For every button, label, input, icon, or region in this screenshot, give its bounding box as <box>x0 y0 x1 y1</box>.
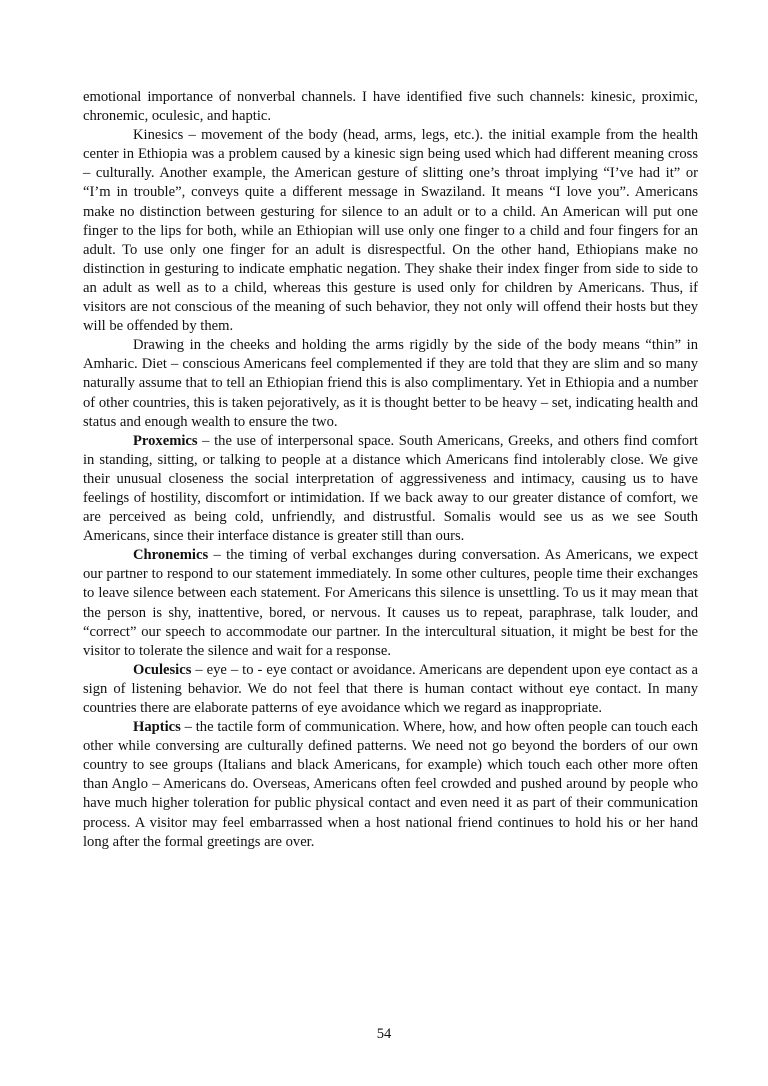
term-oculesics: Oculesics <box>133 661 192 678</box>
paragraph-oculesics: Oculesics – eye – to - eye contact or avoidance. Americans are dependent upon eye contact as a sign of listening behavior. We do not feel that there is human contact without eye contact. In many countries there are elaborate patterns of eye avoidance which we regard as inappropriate. <box>83 661 698 716</box>
paragraph: emotional importance of nonverbal channels. I have identified five such channels: kinesic, proximic, chronemic, oculesic, and haptic. <box>83 89 698 125</box>
paragraph-haptics: Haptics – the tactile form of communication. Where, how, and how often people can touch each other while conversing are culturally defined patterns. We need not go beyond the borders of our own country to see groups (Italians and black Americans, for example) which touch each other more often than Anglo – Americans do. Overseas, Americans often feel crowded and pushed around by people who have much higher toleration for public physical contact and even need it as part of their communication process. A visitor may feel embarrassed when a host national friend continues to hold his or her hand long after the formal greetings are over. <box>83 719 698 850</box>
term-haptics: Haptics <box>133 719 181 736</box>
term-chronemics: Chronemics <box>133 547 209 564</box>
paragraph: Drawing in the cheeks and holding the arms rigidly by the side of the body means “thin” in Amharic. Diet – conscious Americans feel complemented if they are told that they are slim and so many naturally assume that to tell an Ethiopian friend this is also complimentary. Yet in Ethiopia and a number of other countries, this is taken pejoratively, as it is thought better to be heavy – set, indicating health and status and enough wealth to ensure the two. <box>83 337 698 430</box>
page-number: 54 <box>376 1026 392 1042</box>
paragraph: Kinesics – movement of the body (head, arms, legs, etc.). the initial example from the health center in Ethiopia was a problem caused by a kinesic sign being used which had different meaning cross – culturally. Another example, the American gesture of slitting one’s throat implying “I’ve had it” or “I’m in trouble”, conveys quite a different message in Swaziland. It means “I love you”. Americans make no distinction between gesturing for silence to an adult or to a child. An American will put one finger to the lips for both, while an Ethiopian will use only one finger to a child and four fingers for an adult. To use only one finger for an adult is disrespectful. On the other hand, Ethiopians make no distinction in gesturing to indicate emphatic negation. They shake their index finger from side to side to an adult as well as to a child, whereas this gesture is used only for children by Americans. Thus, if visitors are not conscious of the meaning of such behavior, they not only will offend their hosts but they will be offended by them. <box>83 127 698 335</box>
paragraph-proxemics: Proxemics – the use of interpersonal space. South Americans, Greeks, and others find comfort in standing, sitting, or talking to people at a distance which Americans find intolerably close. We give their unusual closeness the social interpretation of aggressiveness and intimacy, causing us to have feelings of hostility, discomfort or intimidation. If we back away to our greater distance of comfort, we are perceived as being cold, unfriendly, and distrustful. Somalis would see us as we see South Americans, since their interface distance is greater still than ours. <box>83 432 698 545</box>
paragraph-chronemics: Chronemics – the timing of verbal exchanges during conversation. As Americans, we expect our partner to respond to our statement immediately. In some other cultures, people time their exchanges to leave silence between each statement. For Americans this silence is unsettling. To us it may mean that the person is shy, inattentive, bored, or nervous. It causes us to repeat, paraphrase, talk louder, and “correct” our speech to accommodate our partner. In the intercultural situation, it might be best for the visitor to tolerate the silence and wait for a response. <box>83 547 698 659</box>
body-text <box>83 88 698 852</box>
term-proxemics: Proxemics <box>133 432 198 449</box>
